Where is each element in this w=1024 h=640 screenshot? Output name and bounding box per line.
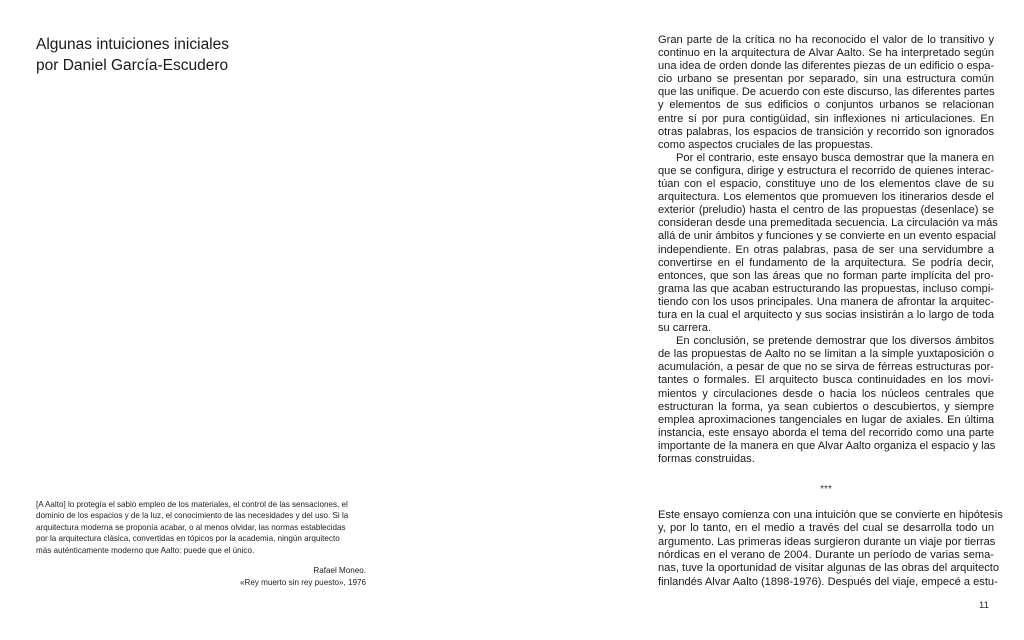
paragraph-line: convertirse en el fundamento de la arquitectura. Se podría decir, [658, 256, 994, 269]
paragraph-line: tantes o formales. El arquitecto busca continuidades en los movi- [658, 374, 994, 387]
paragraph-line: continuo en la arquitectura de Alvar Aalto. Se ha interpretado según [658, 47, 994, 60]
paragraph-line: tura en la cual el arquitecto y sus socias insistirán a lo largo de toda [658, 308, 994, 321]
paragraph-line: argumento. Las primeras ideas surgieron durante un viaje por tierras [658, 535, 996, 548]
paragraph-line: exterior (preludio) hasta el centro de las propuestas (desenlace) se [658, 204, 994, 217]
paragraph-line: Por el contrario, este ensayo busca demostrar que la manera en [676, 151, 994, 164]
paragraph [658, 151, 998, 335]
section-separator: *** [820, 484, 832, 496]
paragraph-line: independiente. En otras palabras, pasa de ser una servidumbre a [658, 243, 994, 256]
paragraph-line: y, por lo tanto, en el medio a través del cual se desarrolla todo un [658, 522, 994, 535]
paragraph-line: nas, tuve la oportunidad de visitar algunas de las obras del arquitecto [658, 562, 1000, 575]
epigraph-block [36, 499, 366, 589]
paragraph-line: grama las que acaban estructurando las propuestas, incluso compi- [658, 282, 994, 295]
paragraph-line: una idea de orden donde las diferentes piezas de un edificio o espa- [658, 60, 995, 73]
essay-body [658, 34, 998, 466]
paragraph-line: su carrera. [658, 322, 712, 335]
paragraph-line: nórdicas en el verano de 2004. Durante un período de varias sema- [658, 548, 994, 561]
paragraph-line: instancia, este ensayo aborda el tema del recorrido como una parte [658, 426, 994, 439]
paragraph-line: acumulación, a pesar de que no se sirva de férreas estructuras por- [658, 361, 994, 374]
epigraph-source: «Rey muerto sin rey puesto», 1976 [240, 578, 366, 588]
paragraph-line: túan con el espacio, constituye uno de los elementos clave de su [658, 178, 994, 191]
paragraph-line: consideran desde una premeditada secuencia. La circulación va más [658, 217, 998, 230]
paragraph-line: mientos y circulaciones desde o hacia los núcleos centrales que [658, 387, 994, 400]
paragraph [658, 34, 994, 152]
paragraph-line: como aspectos cruciales de las propuestas. [658, 138, 874, 151]
paragraph-line: entonces, que son las áreas que no forman parte implícita del pro- [658, 269, 994, 282]
paragraph-line: y elementos de sus edificios o conjuntos urbanos se relacionan [658, 99, 994, 112]
epigraph-attribution [36, 565, 366, 589]
epigraph-line: más auténticamente moderno que Aalto: puede que el único. [36, 545, 255, 555]
paragraph [658, 335, 994, 466]
essay-section-two [658, 509, 1003, 589]
paragraph-line: tiendo con los usos principales. Una manera de afrontar la arquitec- [658, 295, 994, 308]
paragraph-line: cio urbano se presentan por separado, sin una estructura común [658, 73, 994, 86]
paragraph-line: arquitectura. Los elementos que promueven los itinerarios desde el [658, 191, 994, 204]
chapter-title [36, 34, 229, 76]
paragraph-line: entre sí por pura contigüidad, sin inflexiones ni articulaciones. En [658, 112, 994, 125]
paragraph-line: finlandés Alvar Aalto (1898-1976). Después del viaje, empecé a estu- [658, 575, 998, 588]
essay-column [658, 34, 1003, 589]
epigraph-line: [A Aalto] lo protegía el sabio empleo de los materiales, el control de las sensaciones, el [36, 500, 348, 509]
paragraph-line: que las unifique. De acuerdo con este discurso, las diferentes partes [658, 86, 995, 99]
paragraph-line: allá de unir ámbitos y funciones y se convierte en un evento espacial [658, 230, 996, 243]
paragraph-line: emplea aproximaciones tangenciales en lugar de axiales. En última [658, 413, 994, 426]
page-number: 11 [979, 600, 989, 611]
paragraph-line: Este ensayo comienza con una intuición que se convierte en hipótesis [658, 509, 1003, 522]
paragraph-line: que se configura, dirige y estructura el recorrido de quienes interac- [658, 164, 994, 177]
paragraph-line: formas construidas. [658, 453, 755, 465]
paragraph-line: otras palabras, los espacios de transición y recorrido son ignorados [658, 125, 994, 138]
epigraph-line: por la arquitectura clásica, convertidas en tópicos por la academia, ningún arquitecto [36, 534, 340, 544]
right-page [512, 0, 1024, 640]
chapter-author-line: por Daniel García-Escudero [36, 57, 229, 74]
paragraph-line: estructuran la forma, ya sean cubiertos o descubiertos, y siempre [658, 400, 994, 413]
epigraph-line: arquitectura moderna se proponía acabar, o al menos olvidar, las normas establecidas [36, 522, 346, 532]
chapter-title-line: Algunas intuiciones iniciales [36, 36, 230, 53]
epigraph-author: Rafael Moneo. [313, 566, 366, 576]
epigraph-quote [36, 499, 366, 556]
paragraph-line: importante de la manera en que Alvar Aalto organiza el espacio y las [658, 439, 996, 452]
epigraph-line: dominio de los espacios y de la luz, el conocimiento de las necesidades y del uso. Si la [36, 511, 349, 521]
paragraph-line: Gran parte de la crítica no ha reconocido el valor de lo transitivo y [658, 34, 994, 46]
paragraph-line: de las propuestas de Aalto no se limitan a la simple yuxtaposición o [658, 348, 994, 361]
paragraph-line: En conclusión, se pretende demostrar que los diversos ámbitos [676, 335, 994, 348]
